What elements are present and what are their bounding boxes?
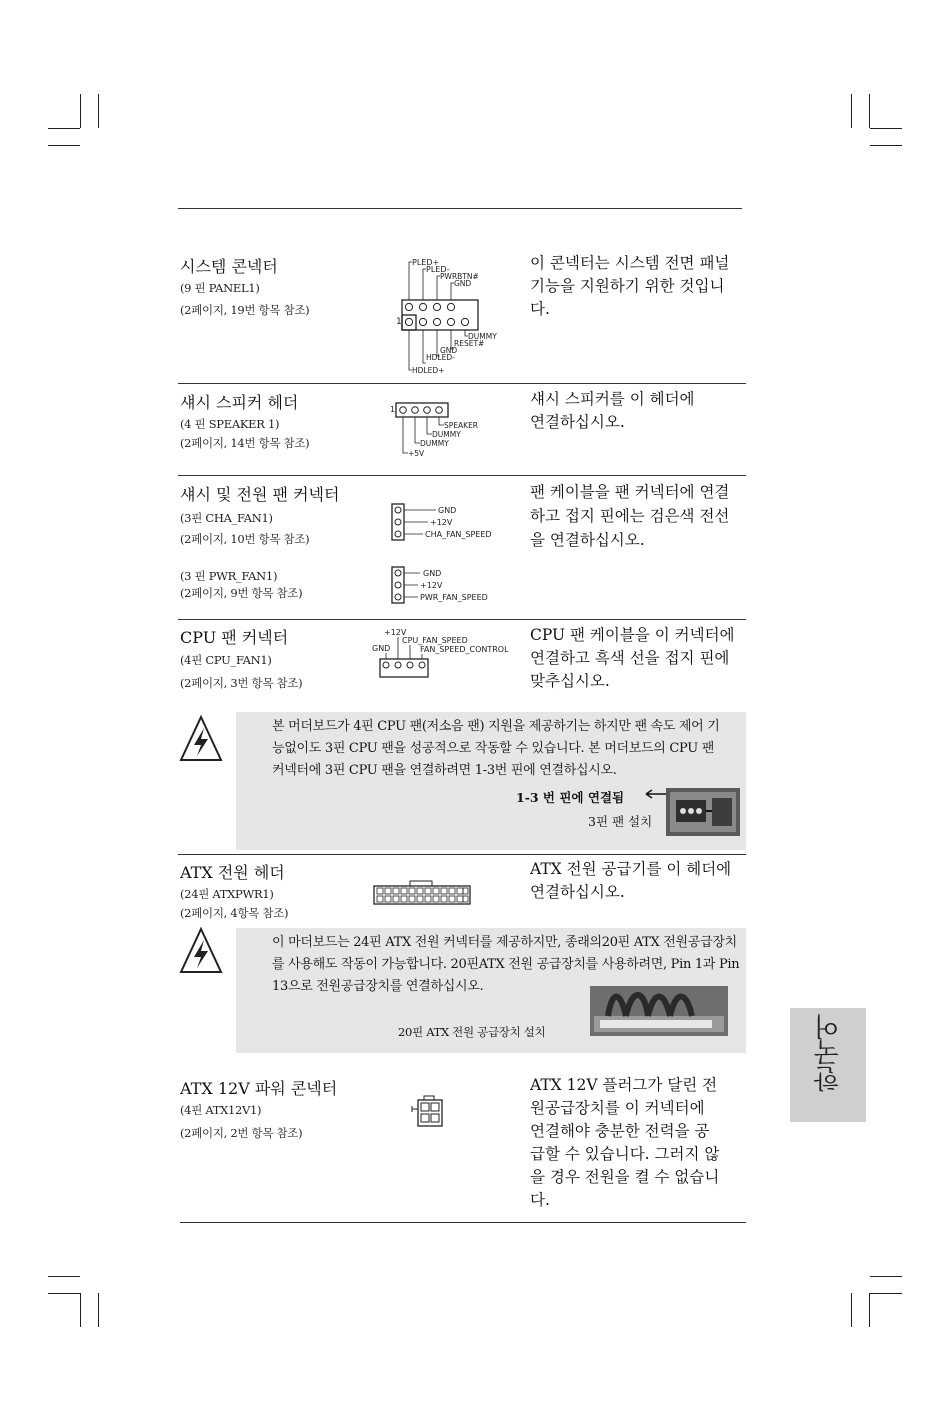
cpu-fan-diagram (372, 625, 517, 681)
cpu-fan-title: CPU 팬 커넥터 (180, 628, 289, 647)
pin-pwr-fan-speed: PWR_FAN_SPEED (420, 593, 488, 602)
pin-hdled-minus: HDLED- (426, 353, 455, 362)
speaker-desc: 섀시 스피커를 이 헤더에 연결하십시오. (530, 390, 695, 431)
fans-desc: 팬 케이블을 팬 커넥터에 연결하고 접지 핀에는 검은색 전선을 연결하십시오. (530, 483, 730, 549)
note2-text: 이 마더보드는 24핀 ATX 전원 커넥터를 제공하지만, 종래의20핀 ATX 전원공급장치를 사용해도 작동이 가능합니다. 20핀ATX 전원 공급장치를 사용하려면, Pin 1과 Pin 13으로 전원공급장치를 연결하십시오. (272, 935, 740, 994)
warning-icon (178, 926, 224, 976)
cpu-fan-desc: CPU 팬 케이블을 이 커넥터에 연결하고 흑색 선을 접지 핀에 맞추십시오. (530, 626, 735, 690)
pwr-fan-diagram (390, 566, 500, 606)
crop-mark (48, 1293, 80, 1294)
atx-sub2: (2페이지, 4항목 참조) (180, 906, 289, 920)
crop-mark (851, 1293, 852, 1327)
language-tab-label: 한국어 (814, 1014, 844, 1092)
section-divider (178, 854, 746, 855)
section-divider (178, 383, 746, 384)
cpu-fan-sub1: (4핀 CPU_FAN1) (180, 653, 272, 667)
atx-title: ATX 전원 헤더 (180, 863, 285, 882)
pin-pled-plus: PLED+ (412, 258, 440, 267)
section-divider (178, 475, 746, 476)
pin-dummy-1: DUMMY (432, 430, 461, 439)
crop-mark (48, 145, 80, 146)
pin1-label: 1 (396, 317, 402, 327)
fans-sub4: (2페이지, 9번 항목 참조) (180, 586, 303, 600)
pin-reset: RESET# (454, 339, 485, 348)
crop-mark (80, 1293, 81, 1327)
panel-header-diagram (390, 255, 510, 377)
panel-sub2: (2페이지, 19번 항목 참조) (180, 303, 310, 317)
top-rule (178, 208, 742, 209)
pin-dummy: DUMMY (468, 332, 497, 341)
atx12v-sub1: (4핀 ATX12V1) (180, 1103, 262, 1117)
pin-cha-fan-speed: CHA_FAN_SPEED (425, 530, 492, 539)
arrow-left-icon (644, 788, 668, 800)
atx-install-photo (590, 986, 728, 1036)
crop-mark (80, 94, 81, 128)
fan-install-photo (666, 788, 740, 836)
warning-icon (178, 714, 224, 764)
panel-title: 시스템 콘넥터 (180, 257, 278, 276)
atx12v-desc: ATX 12V 플러그가 달린 전원공급장치를 이 커넥터에 연결해야 충분한 전력을 공급할 수 있습니다. 그러지 않을 경우 전원을 켤 수 없습니다. (530, 1076, 720, 1209)
crop-mark (870, 145, 902, 146)
cha-fan-diagram (390, 502, 500, 544)
section-divider (178, 619, 746, 620)
note2-caption: 20핀 ATX 전원 공급장치 설치 (398, 1025, 546, 1039)
pin-pled-minus: PLED- (426, 265, 450, 274)
pin-5v: +5V (408, 449, 425, 458)
crop-mark (48, 128, 80, 129)
panel-sub1: (9 핀 PANEL1) (180, 281, 260, 295)
pin1-label: 1 (390, 405, 396, 414)
atx12v-sub2: (2페이지, 2번 항목 참조) (180, 1126, 303, 1140)
speaker-sub1: (4 핀 SPEAKER 1) (180, 417, 280, 431)
pin-hdled-plus: HDLED+ (412, 366, 445, 375)
fans-title: 섀시 및 전원 팬 커넥터 (180, 485, 340, 504)
crop-mark (98, 1293, 99, 1327)
pin-speaker: SPEAKER (444, 421, 479, 430)
pin-12v: +12V (430, 518, 453, 527)
crop-mark (98, 94, 99, 128)
speaker-title: 섀시 스피커 헤더 (180, 393, 299, 412)
crop-mark (869, 1293, 870, 1327)
speaker-header-diagram (388, 398, 488, 460)
pin-gnd: GND (438, 506, 457, 515)
pin-gnd: GND (372, 644, 391, 653)
atx12v-diagram (410, 1094, 450, 1130)
crop-mark (851, 94, 852, 128)
pin-12v: +12V (420, 581, 443, 590)
note1-caption: 3핀 팬 설치 (588, 814, 653, 829)
crop-mark (870, 128, 902, 129)
panel-desc: 이 콘넥터는 시스템 전면 패널 기능을 지원하기 위한 것입니다. (530, 254, 730, 318)
crop-mark (48, 1276, 80, 1277)
pin-gnd-bottom: GND (440, 346, 458, 355)
speaker-sub2: (2페이지, 14번 항목 참조) (180, 436, 310, 450)
fans-sub2: (2페이지, 10번 항목 참조) (180, 532, 310, 546)
crop-mark (870, 1293, 902, 1294)
pin-12v: +12V (384, 628, 407, 637)
atx-sub1: (24핀 ATXPWR1) (180, 887, 274, 901)
pin-fan-speed-control: FAN_SPEED_CONTROL (420, 645, 509, 654)
cpu-fan-sub2: (2페이지, 3번 항목 참조) (180, 676, 303, 690)
atx-desc: ATX 전원 공급기를 이 헤더에 연결하십시오. (530, 860, 732, 901)
pin-cpu-fan-speed: CPU_FAN_SPEED (402, 636, 468, 645)
pin-pwrbtn: PWRBTN# (440, 272, 479, 281)
pin-gnd: GND (423, 569, 442, 578)
crop-mark (870, 1276, 902, 1277)
pin-dummy-2: DUMMY (420, 439, 449, 448)
atx12v-title: ATX 12V 파워 콘넥터 (180, 1079, 338, 1098)
fans-sub3: (3 핀 PWR_FAN1) (180, 569, 278, 583)
note1-text: 본 머더보드가 4핀 CPU 팬(저소음 팬) 지원을 제공하기는 하지만 팬 속도 제어 기능없이도 3핀 CPU 팬을 성공적으로 작동할 수 있습니다. 본 머더보드의 CPU 팬 커넥터에 3핀 CPU 팬을 연결하려면 1-3번 핀에 연결하십시오. (272, 719, 720, 778)
atx-24pin-diagram (372, 879, 474, 907)
fans-sub1: (3핀 CHA_FAN1) (180, 511, 273, 525)
note1-callout: 1-3 번 핀에 연결됨 (516, 790, 625, 805)
bottom-rule (180, 1222, 746, 1223)
pin-gnd-top: GND (454, 279, 472, 288)
crop-mark (869, 94, 870, 128)
